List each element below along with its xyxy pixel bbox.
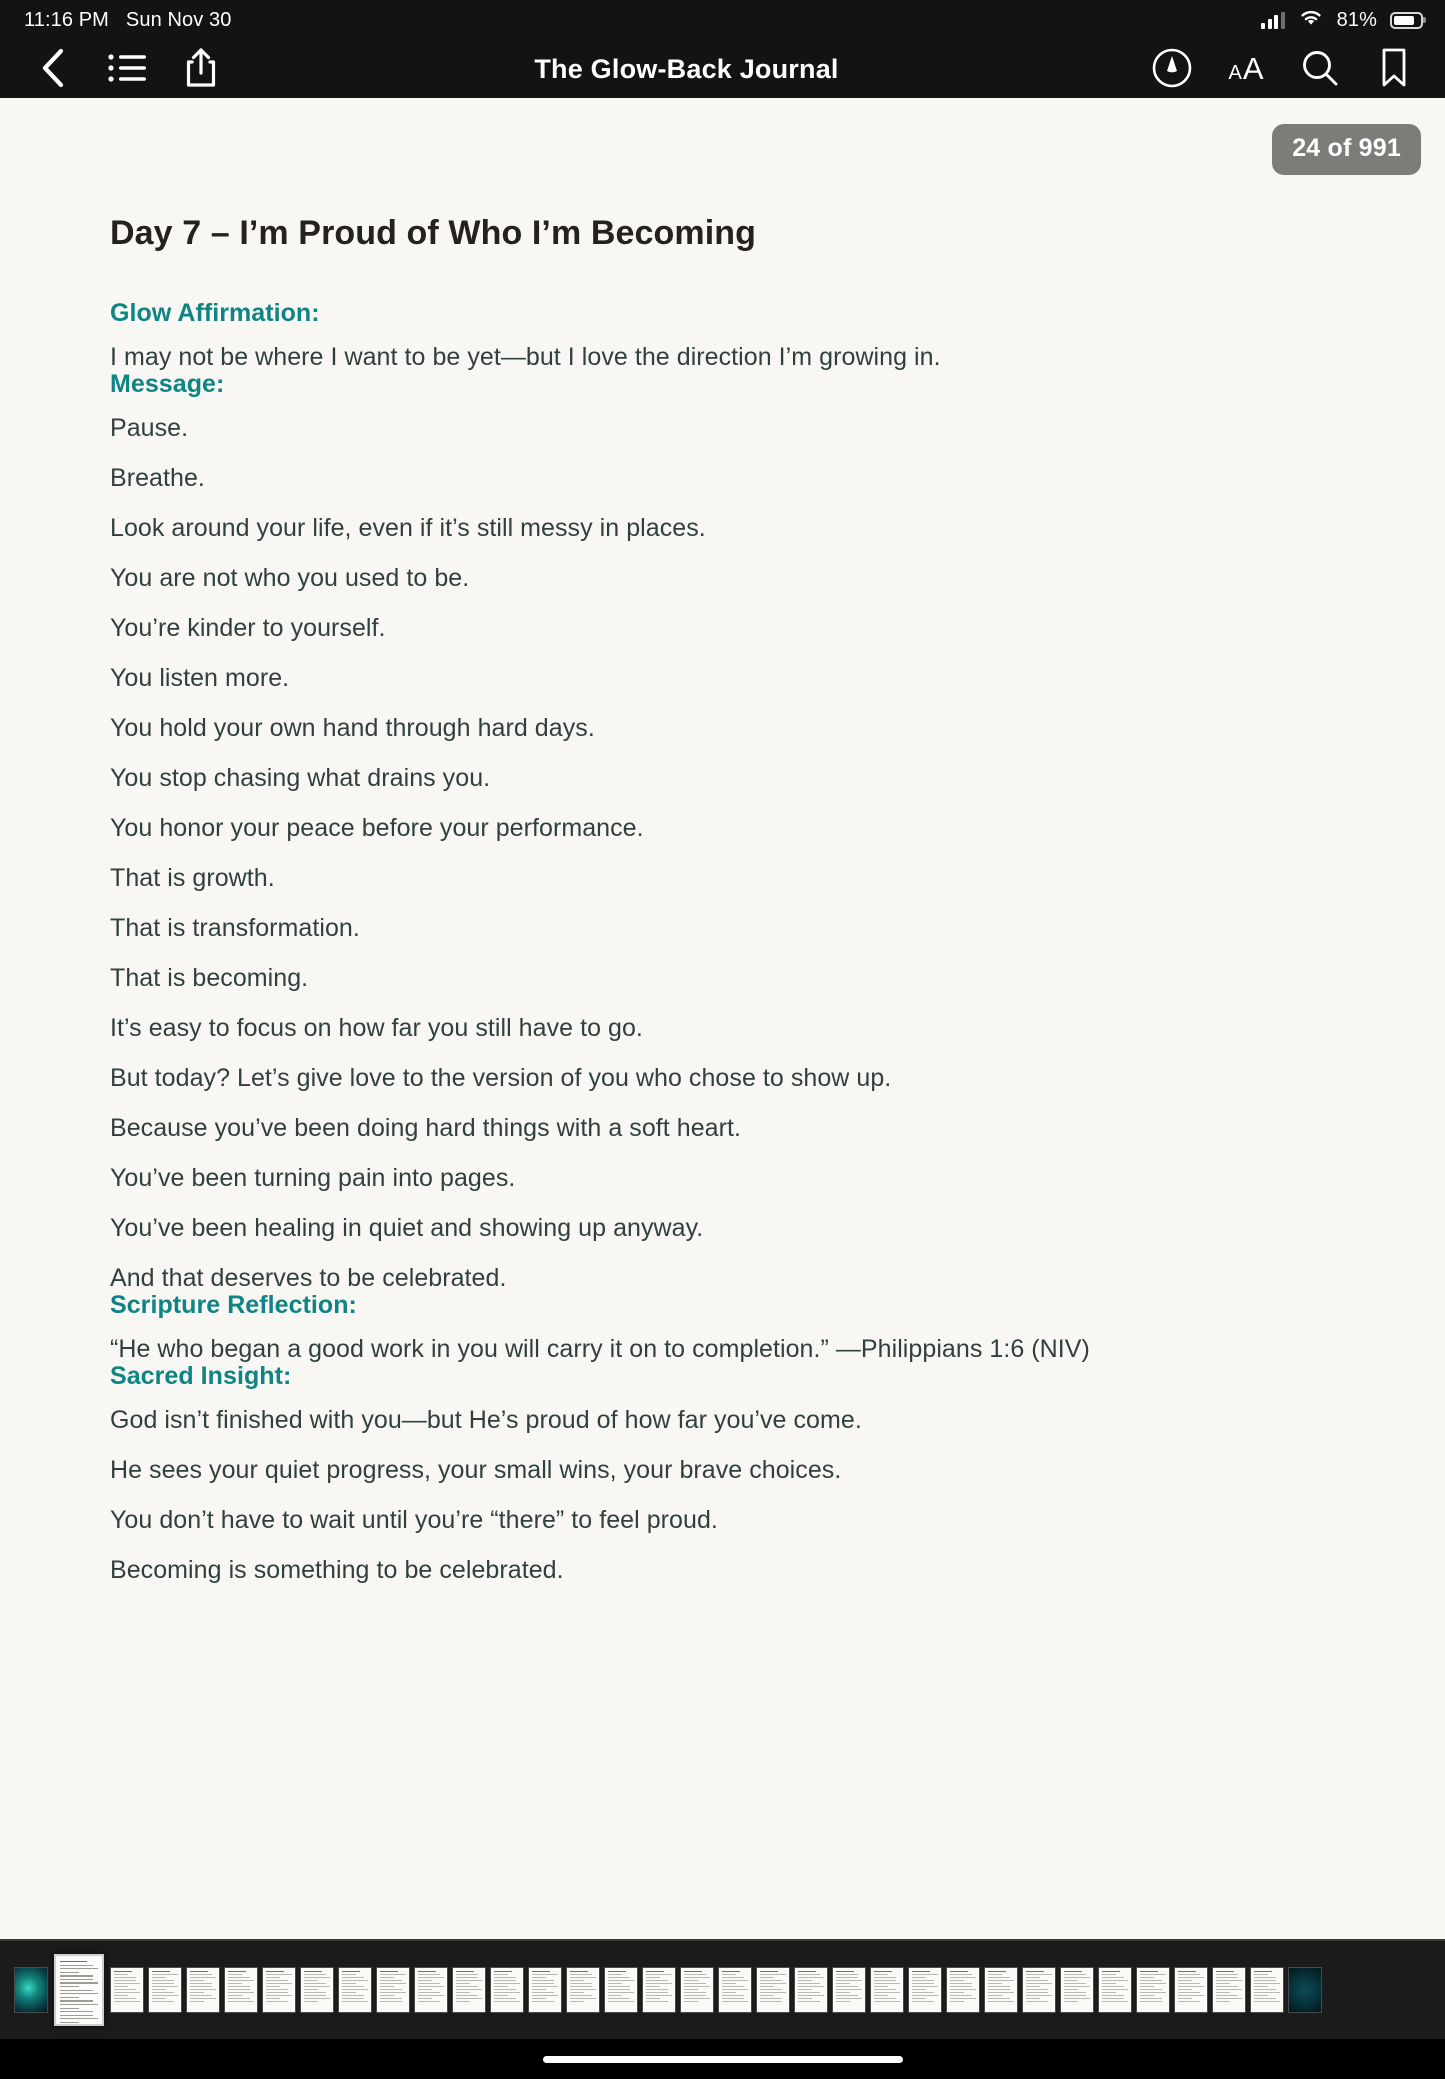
section-line: You’ve been turning pain into pages. — [110, 1164, 516, 1192]
search-button[interactable] — [1293, 42, 1347, 96]
section-line: Breathe. — [110, 464, 205, 492]
toolbar-right-group — [1145, 42, 1421, 96]
table-of-contents-icon — [108, 53, 146, 86]
thumbnail-page[interactable] — [1174, 1967, 1208, 2013]
section-message — [110, 370, 1345, 1291]
bookmark-button[interactable] — [1367, 42, 1421, 96]
section-line: You’ve been healing in quiet and showing up anyway. — [110, 1214, 704, 1242]
thumbnail-page[interactable] — [376, 1967, 410, 2013]
section-line: Pause. — [110, 414, 189, 442]
thumbnail-page[interactable] — [946, 1967, 980, 2013]
page-indicator-badge: 24 of 991 — [1272, 124, 1421, 175]
document-body — [0, 98, 1445, 1583]
status-bar — [0, 0, 1445, 40]
section-glow-affirmation — [110, 299, 1345, 370]
section-line: Because you’ve been doing hard things with a soft heart. — [110, 1114, 741, 1142]
thumbnail-page[interactable] — [300, 1967, 334, 2013]
section-line: But today? Let’s give love to the version of you who chose to show up. — [110, 1064, 892, 1092]
thumbnail-page[interactable] — [908, 1967, 942, 2013]
thumbnail-page[interactable] — [794, 1967, 828, 2013]
thumbnail-page[interactable] — [566, 1967, 600, 2013]
section-line: You stop chasing what drains you. — [110, 764, 491, 792]
thumbnail-page[interactable] — [110, 1967, 144, 2013]
status-time: 11:16 PM — [24, 8, 109, 31]
section-line: God isn’t finished with you—but He’s proud of how far you’ve come. — [110, 1406, 862, 1434]
thumbnail-page[interactable] — [452, 1967, 486, 2013]
home-indicator[interactable] — [543, 2056, 903, 2063]
thumbnail-page[interactable] — [718, 1967, 752, 2013]
reader-toolbar — [0, 40, 1445, 98]
section-line: You hold your own hand through hard days. — [110, 714, 595, 742]
thumbnail-page[interactable] — [1022, 1967, 1056, 2013]
markup-button[interactable] — [1145, 42, 1199, 96]
back-chevron-icon — [38, 47, 68, 92]
section-line: You listen more. — [110, 664, 290, 692]
thumbnail-page[interactable] — [1250, 1967, 1284, 2013]
section-line: That is growth. — [110, 864, 275, 892]
section-line: You honor your peace before your performance. — [110, 814, 644, 842]
section-scripture-reflection — [110, 1291, 1345, 1362]
section-line: You’re kinder to yourself. — [110, 614, 386, 642]
section-heading: Sacred Insight: — [110, 1362, 292, 1390]
section-line: Becoming is something to be celebrated. — [110, 1556, 564, 1584]
markup-pen-icon — [1151, 47, 1193, 92]
section-heading: Scripture Reflection: — [110, 1291, 357, 1319]
page-title: Day 7 – I’m Proud of Who I’m Becoming — [110, 214, 756, 252]
page-thumbnail-scrubber[interactable] — [0, 1939, 1445, 2039]
status-date: Sun Nov 30 — [125, 8, 232, 31]
thumbnail-page[interactable] — [186, 1967, 220, 2013]
thumbnail-page[interactable] — [1060, 1967, 1094, 2013]
bookmark-icon — [1379, 47, 1409, 92]
section-line: That is transformation. — [110, 914, 360, 942]
thumbnail-page[interactable] — [680, 1967, 714, 2013]
section-line: That is becoming. — [110, 964, 309, 992]
section-line: You are not who you used to be. — [110, 564, 470, 592]
thumbnail-page[interactable] — [148, 1967, 182, 2013]
battery-icon — [1390, 12, 1423, 29]
section-line: I may not be where I want to be yet—but I love the direction I’m growing in. — [110, 343, 941, 371]
thumbnail-page[interactable] — [756, 1967, 790, 2013]
cellular-signal-icon — [1261, 12, 1285, 29]
thumbnail-page[interactable] — [262, 1967, 296, 2013]
section-sacred-insight — [110, 1362, 1345, 1583]
thumbnail-page[interactable] — [338, 1967, 372, 2013]
table-of-contents-button[interactable] — [100, 42, 154, 96]
status-bar-left — [24, 9, 231, 32]
share-icon — [184, 47, 218, 92]
thumbnail-page[interactable] — [832, 1967, 866, 2013]
thumbnail-page[interactable] — [1098, 1967, 1132, 2013]
section-line: And that deserves to be celebrated. — [110, 1264, 507, 1292]
thumbnail-page[interactable] — [528, 1967, 562, 2013]
thumbnail-page[interactable] — [642, 1967, 676, 2013]
thumbnail-back-cover[interactable] — [1288, 1967, 1322, 2013]
thumbnail-page[interactable] — [1136, 1967, 1170, 2013]
home-indicator-area — [0, 2039, 1445, 2079]
toolbar-left-group — [26, 42, 228, 96]
thumbnail-page[interactable] — [604, 1967, 638, 2013]
text-size-icon — [1228, 51, 1263, 87]
thumbnail-page[interactable] — [984, 1967, 1018, 2013]
thumbnail-current-page[interactable] — [54, 1954, 104, 2026]
wifi-icon — [1298, 8, 1324, 33]
thumbnail-page[interactable] — [870, 1967, 904, 2013]
section-line: It’s easy to focus on how far you still have to go. — [110, 1014, 643, 1042]
section-line: Look around your life, even if it’s still messy in places. — [110, 514, 706, 542]
text-size-small-a: A — [1228, 62, 1242, 84]
section-heading: Message: — [110, 370, 225, 398]
search-icon — [1300, 48, 1340, 91]
thumbnail-page[interactable] — [1212, 1967, 1246, 2013]
text-size-button[interactable] — [1219, 42, 1273, 96]
page-content-area[interactable] — [0, 98, 1445, 1939]
book-title: The Glow-Back Journal — [534, 53, 839, 84]
thumbnail-page[interactable] — [224, 1967, 258, 2013]
section-line: You don’t have to wait until you’re “there” to feel proud. — [110, 1506, 718, 1534]
section-line: He sees your quiet progress, your small wins, your brave choices. — [110, 1456, 842, 1484]
thumbnail-cover[interactable] — [14, 1967, 48, 2013]
text-size-large-a: A — [1242, 51, 1264, 86]
section-heading: Glow Affirmation: — [110, 299, 320, 327]
back-button[interactable] — [26, 42, 80, 96]
status-bar-right — [1261, 8, 1423, 33]
thumbnail-page[interactable] — [490, 1967, 524, 2013]
thumbnail-page[interactable] — [414, 1967, 448, 2013]
battery-percentage: 81% — [1336, 8, 1377, 31]
share-button[interactable] — [174, 42, 228, 96]
section-line: “He who began a good work in you will carry it on to completion.” —Philippians 1:6 (NIV) — [110, 1335, 1090, 1363]
